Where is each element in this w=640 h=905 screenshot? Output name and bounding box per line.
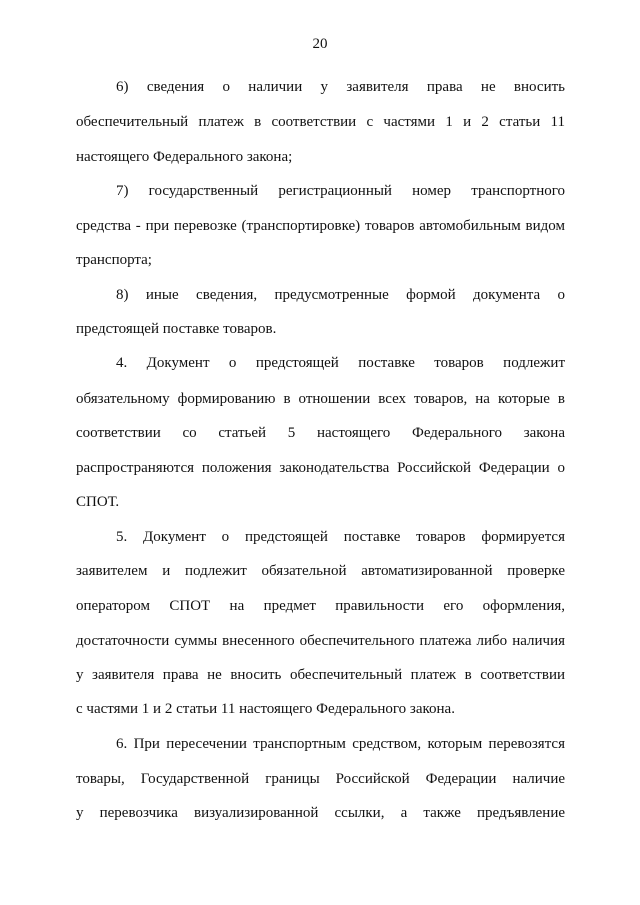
text-line: 6. При пересечении транспортным средством, которым перевозятся xyxy=(116,736,565,752)
text-line: 8) иные сведения, предусмотренные формой документа о xyxy=(116,287,565,303)
text-line: предстоящей поставке товаров. xyxy=(76,321,277,337)
text-line: обязательному формированию в отношении всех товаров, на которые в xyxy=(76,391,565,407)
text-line: 4. Документ о предстоящей поставке товаров подлежит xyxy=(116,355,565,371)
text-line: транспорта; xyxy=(76,252,152,268)
text-line: заявителем и подлежит обязательной автоматизированной проверке xyxy=(76,563,565,579)
text-line: оператором СПОТ на предмет правильности его оформления, xyxy=(76,598,565,614)
text-line: обеспечительный платеж в соответствии с частями 1 и 2 статьи 11 xyxy=(76,114,565,130)
text-line: СПОТ. xyxy=(76,494,120,510)
text-line: средства - при перевозке (транспортировке) товаров автомобильным видом xyxy=(76,218,565,234)
text-line: товары, Государственной границы Российской Федерации наличие xyxy=(76,771,565,787)
text-line: у заявителя права не вносить обеспечительный платеж в соответствии xyxy=(76,667,565,683)
text-line: 5. Документ о предстоящей поставке товаров формируется xyxy=(116,529,565,545)
text-line: распространяются положения законодательства Российской Федерации о xyxy=(76,460,565,476)
text-line: 6) сведения о наличии у заявителя права не вносить xyxy=(116,79,565,95)
text-line: настоящего Федерального закона; xyxy=(76,149,293,165)
page-number: 20 xyxy=(312,36,328,52)
text-line: достаточности суммы внесенного обеспечительного платежа либо наличия xyxy=(76,633,565,649)
text-line: 7) государственный регистрационный номер транспортного xyxy=(116,183,565,199)
text-line: у перевозчика визуализированной ссылки, а также предъявление xyxy=(76,805,565,821)
text-line: соответствии со статьей 5 настоящего Федерального закона xyxy=(76,425,565,441)
text-line: с частями 1 и 2 статьи 11 настоящего Федерального закона. xyxy=(76,701,455,717)
